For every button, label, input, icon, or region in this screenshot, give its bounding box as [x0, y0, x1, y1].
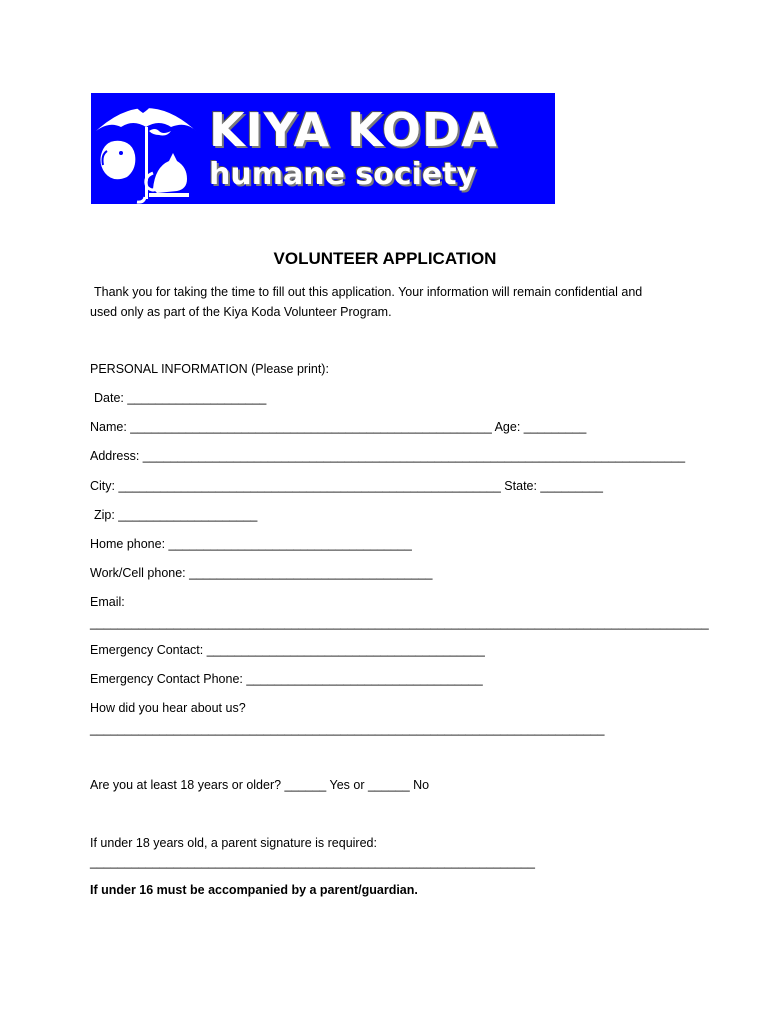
email-label: Email: — [90, 595, 125, 609]
work-cell-phone-field[interactable]: Work/Cell phone: ___________________________________ — [90, 566, 433, 580]
section-personal-heading: PERSONAL INFORMATION (Please print): — [90, 362, 329, 376]
zip-field[interactable]: Zip: ____________________ — [94, 508, 258, 522]
emergency-contact-field[interactable]: Emergency Contact: ________________________________________ — [90, 643, 485, 657]
emergency-contact-phone-field[interactable]: Emergency Contact Phone: __________________________________ — [90, 672, 483, 686]
parent-signature-label: If under 18 years old, a parent signature is required: — [90, 836, 377, 850]
parent-signature-field[interactable]: ________________________________________________________________ — [90, 855, 535, 869]
logo-subtitle: humane society — [209, 157, 477, 192]
intro-line-2: used only as part of the Kiya Koda Volunteer Program. — [90, 305, 392, 319]
home-phone-field[interactable]: Home phone: ___________________________________ — [90, 537, 412, 551]
address-field[interactable]: Address: ______________________________________________________________________________ — [90, 449, 686, 463]
under-16-notice: If under 16 must be accompanied by a parent/guardian. — [90, 883, 418, 897]
email-field[interactable]: _________________________________________________________________________________________ — [90, 616, 709, 630]
kiya-koda-logo — [91, 93, 555, 204]
logo-title: KIYA KODA — [209, 103, 498, 157]
page-title: VOLUNTEER APPLICATION — [273, 249, 497, 268]
date-field[interactable]: Date: ____________________ — [94, 391, 267, 405]
hear-about-field[interactable]: __________________________________________________________________________ — [90, 722, 605, 736]
name-age-field[interactable]: Name: ____________________________________________________ Age: _________ — [90, 420, 587, 434]
intro-line-1: Thank you for taking the time to fill out this application. Your information will remain confidential and — [94, 285, 643, 299]
city-state-field[interactable]: City: _______________________________________________________ State: _________ — [90, 479, 604, 493]
age-question-field[interactable]: Are you at least 18 years or older? ______ Yes or ______ No — [90, 778, 430, 792]
hear-about-label: How did you hear about us? — [90, 701, 246, 715]
